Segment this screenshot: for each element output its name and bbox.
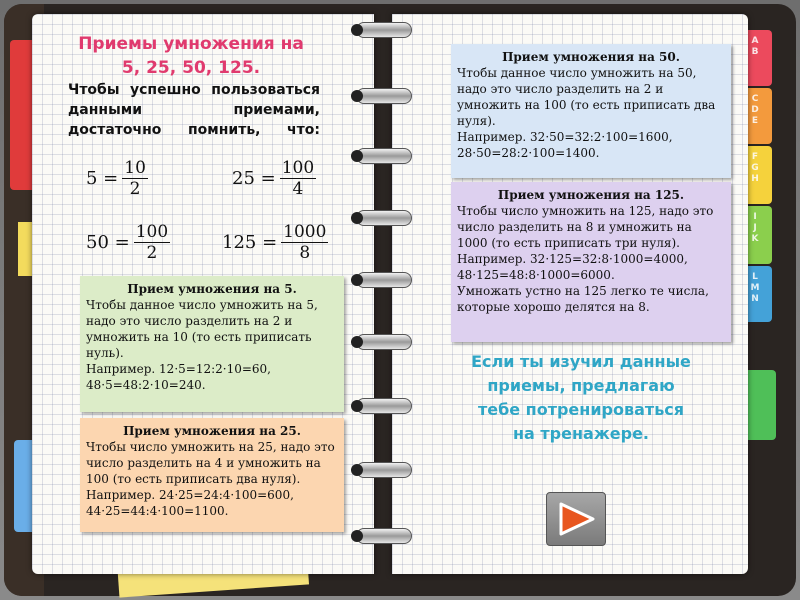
ring-hole — [351, 274, 363, 286]
ring-hole — [351, 212, 363, 224]
page-title — [56, 32, 326, 80]
card-text: Чтобы число умножить на 125, надо это число разделить на 8 и умножить на 1000 (то есть приписать три нуля). — [457, 204, 714, 250]
formula-lhs: 50 = — [86, 232, 130, 253]
fraction — [281, 222, 328, 263]
binder-ring — [356, 528, 412, 544]
binder-ring — [356, 462, 412, 478]
card-example: Например. 12·5=12:2·10=60, — [86, 362, 271, 376]
card-heading: Прием умножения на 125. — [497, 188, 685, 202]
card-multiply-125 — [451, 182, 731, 342]
numerator: 100 — [135, 222, 169, 242]
card-heading: Прием умножения на 25. — [123, 424, 301, 438]
title-line-1: Приемы умножения на — [78, 34, 304, 54]
tab-label: L M N — [750, 272, 760, 304]
tab-label: F G H — [751, 152, 759, 184]
card-text: Чтобы число умножить на 25, надо это число разделить на 4 и умножить на 100 (то есть приписать два нуля). — [86, 440, 335, 486]
denominator: 4 — [292, 179, 304, 199]
card-note: Умножать устно на 125 легко те числа, которые хорошо делятся на 8. — [457, 284, 709, 314]
formula-50 — [86, 222, 170, 263]
ring-hole — [351, 464, 363, 476]
card-text: Чтобы данное число умножить на 50, надо это число разделить на 2 и умножить на 100 (то есть приписать два нуля). — [457, 66, 716, 128]
binder-ring — [356, 88, 412, 104]
tab-label: I J K — [751, 212, 759, 244]
intro-text: Чтобы успешно пользоваться данными приемами, достаточно помнить, что: — [68, 82, 320, 138]
ring-hole — [351, 530, 363, 542]
binder-ring — [356, 398, 412, 414]
card-example: Например. 32·50=32:2·100=1600, — [457, 130, 673, 144]
fraction — [280, 158, 316, 199]
ring-hole — [351, 336, 363, 348]
ring-hole — [351, 150, 363, 162]
fraction — [122, 158, 148, 199]
binder-ring — [356, 22, 412, 38]
binder-ring — [356, 334, 412, 350]
formula-lhs: 25 = — [232, 168, 276, 189]
formula-5 — [86, 158, 148, 199]
formula-lhs: 125 = — [222, 232, 278, 253]
binder-ring — [356, 272, 412, 288]
card-multiply-50 — [451, 44, 731, 178]
card-text: Чтобы данное число умножить на 5, надо это число разделить на 2 и умножить на 10 (то есть приписать нуль). — [86, 298, 318, 360]
closing-text: Если ты изучил данные приемы, предлагаю тебе потренироваться на тренажере. — [471, 352, 691, 443]
ring-hole — [351, 90, 363, 102]
tab-label: A B — [751, 36, 759, 57]
ring-hole — [351, 24, 363, 36]
card-heading: Прием умножения на 5. — [127, 282, 297, 296]
title-line-2: 5, 25, 50, 125. — [121, 58, 261, 78]
formula-lhs: 5 = — [86, 168, 119, 189]
numerator: 1000 — [283, 222, 327, 242]
ring-hole — [351, 400, 363, 412]
play-button[interactable] — [546, 492, 606, 546]
binder-ring — [356, 148, 412, 164]
card-example: Например. 32·125=32:8·1000=4000, — [457, 252, 688, 266]
binder-ring — [356, 210, 412, 226]
tab-label: C D E — [751, 94, 759, 126]
numerator: 10 — [124, 158, 146, 178]
card-example: 44·25=44:4·100=1100. — [86, 504, 229, 518]
play-triangle-icon — [555, 500, 597, 538]
card-multiply-5 — [80, 276, 344, 412]
card-example: 28·50=28:2·100=1400. — [457, 146, 600, 160]
card-example: 48·125=48:8·1000=6000. — [457, 268, 615, 282]
fraction — [134, 222, 170, 263]
formula-25 — [232, 158, 316, 199]
numerator: 100 — [281, 158, 315, 178]
card-heading: Прием умножения на 50. — [502, 50, 680, 64]
card-multiply-25 — [80, 418, 344, 532]
card-example: 48·5=48:2·10=240. — [86, 378, 206, 392]
denominator: 2 — [129, 179, 141, 199]
formula-125 — [222, 222, 328, 263]
card-example: Например. 24·25=24:4·100=600, — [86, 488, 294, 502]
denominator: 8 — [299, 243, 311, 263]
denominator: 2 — [146, 243, 158, 263]
